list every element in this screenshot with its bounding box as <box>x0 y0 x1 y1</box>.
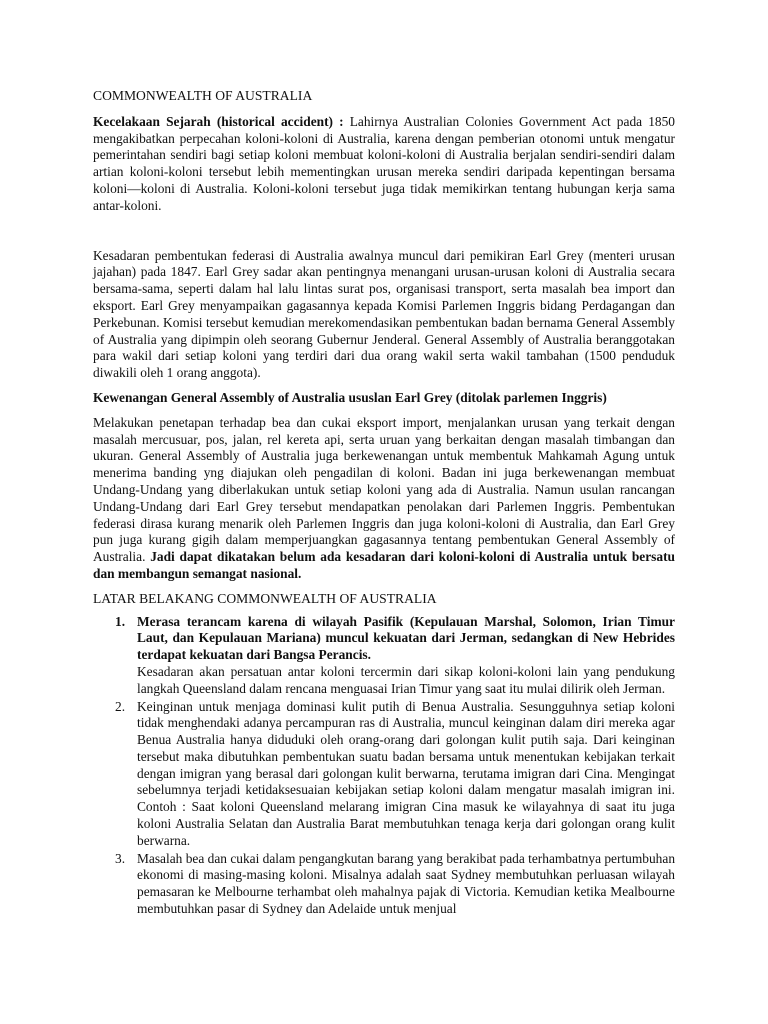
list-number: 3. <box>115 850 126 866</box>
paragraph-text: Lahirnya Australian Colonies Government Act pada 1850 mengakibatkan perpecahan koloni-koloni di Australia, karena dengan pemberian otonomi untuk mengatur pemerintahan sendiri bagi setiap koloni membuat koloni-koloni di Australia berjalan sendiri-sendiri dalam artian koloni-koloni tersebut lebih mementingkan urusan mereka sendiri daripada kepentingan bersama koloni—koloni di Australia. Koloni-koloni tersebut juga tidak memikirkan tentang hubungan kerja sama antar-koloni. <box>93 113 675 213</box>
list-item-text: Kesadaran akan persatuan antar koloni tercermin dari sikap koloni-koloni lain yang pendukung langkah Queensland dalam rencana menguasai Irian Timur yang saat itu mulai dilirik oleh Jerman. <box>137 663 675 696</box>
list-item-text: Keinginan untuk menjaga dominasi kulit putih di Benua Australia. Sesungguhnya setiap koloni tidak menghendaki adanya percampuran ras di Australia, muncul keinginan dalam diri mereka agar Benua Australia hanya diduduki oleh orang-orang dari golongan kulit putih saja. Dari keinginan tersebut maka dibutuhkan pembentukan suatu badan bersama untuk menentukan kebijakan terkait dengan imigran yang berasal dari golongan kulit berwarna, terutama imigran dari Cina. Mengingat sebelumnya terjadi ketidaksesuaian kebijakan setiap koloni dalam mengatur masalah imigran ini. Contoh : Saat koloni Queensland melarang imigran Cina masuk ke wilayahnya di saat itu juga koloni Australia Selatan dan Australia Barat membutuhkan tenaga kerja dari golongan orang kulit berwarna. <box>137 698 675 848</box>
document-body <box>93 88 675 919</box>
paragraph-federation-awareness: Kesadaran pembentukan federasi di Australia awalnya muncul dari pemikiran Earl Grey (menteri urusan jajahan) pada 1847. Earl Grey sadar akan pentingnya menangani urusan-urusan koloni di Australia secara bersama-sama, seperti dalam hal lalu lintas surat pos, organisasi transport, serta masalah bea import dan eksport. Earl Grey menyampaikan gagasannya kepada Komisi Parlemen Inggris bidang Perdagangan dan Perkebunan. Komisi tersebut kemudian merekomendasikan pembentukan badan bernama General Assembly of Australia yang dipimpin oleh seorang Gubernur Jenderal. General Assembly of Australia beranggotakan para wakil dari setiap koloni yang terdiri dari dua orang wakil serta wakil tambahan (1500 penduduk diwakili oleh 1 orang anggota). <box>93 247 675 381</box>
section-title: LATAR BELAKANG COMMONWEALTH OF AUSTRALIA <box>93 590 437 606</box>
paragraph-bold-conclusion: Jadi dapat dikatakan belum ada kesadaran dari koloni-koloni di Australia untuk bersatu dan membangun semangat nasional. <box>93 549 675 581</box>
list-number: 2. <box>115 698 126 714</box>
list-item <box>93 699 675 850</box>
paragraph-text: Melakukan penetapan terhadap bea dan cukai eksport import, menjalankan urusan yang terkait dengan masalah mercusuar, pos, jalan, rel kereta api, serta uruan yang berkaitan dengan masalah timbangan dan ukuran. General Assembly of Australia juga berkewenangan untuk membentuk Mahkamah Agung untuk menerima banding yng diajukan oleh pengadilan di koloni. Badan ini juga berkewenangan membuat Undang-Undang yang diberlakukan untuk setiap koloni yang ada di Australia. Namun usulan rancangan Undang-Undang dari Earl Grey tersebut mendapatkan penolakan dari Parlemen Inggris. Pembentukan federasi dirasa kurang menarik oleh Parlemen Inggris dan juga koloni-koloni di Australia, dan Earl Grey pun juga kurang gigih dalam memperjuangkan gagasannya tentang pembentukan General Assembly of Australia. <box>93 414 675 565</box>
list-number: 1. <box>115 613 126 629</box>
list-item-title: Merasa terancam karena di wilayah Pasifik (Kepulauan Marshal, Solomon, Irian Timur Laut, dan Kepulauan Mariana) muncul kekuatan dari Jerman, sedangkan di New Hebrides terdapat kekuatan dari Bangsa Perancis. <box>137 613 675 663</box>
spacer <box>93 382 675 390</box>
spacer <box>93 583 675 591</box>
background-list <box>93 614 675 918</box>
list-item <box>93 614 675 698</box>
paragraph-authority <box>93 415 675 583</box>
subheading: Kewenangan General Assembly of Australia ususlan Earl Grey (ditolak parlemen Inggris) <box>93 389 607 405</box>
paragraph-historical-accident <box>93 114 675 215</box>
paragraph-lead: Kecelakaan Sejarah (historical accident) : <box>93 113 344 129</box>
spacer <box>93 215 675 248</box>
list-item-text: Masalah bea dan cukai dalam pengangkutan barang yang berakibat pada terhambatnya pertumbuhan ekonomi di masing-masing koloni. Misalnya adalah saat Sydney membutuhkan perluasan wilayah pemasaran ke Melbourne terhambat oleh mahalnya pajak di Victoria. Kemudian ketika Mealbourne membutuhkan pasar di Sydney dan Adelaide untuk menjual <box>137 850 676 917</box>
list-item <box>93 851 675 918</box>
document-title: COMMONWEALTH OF AUSTRALIA <box>93 88 313 103</box>
